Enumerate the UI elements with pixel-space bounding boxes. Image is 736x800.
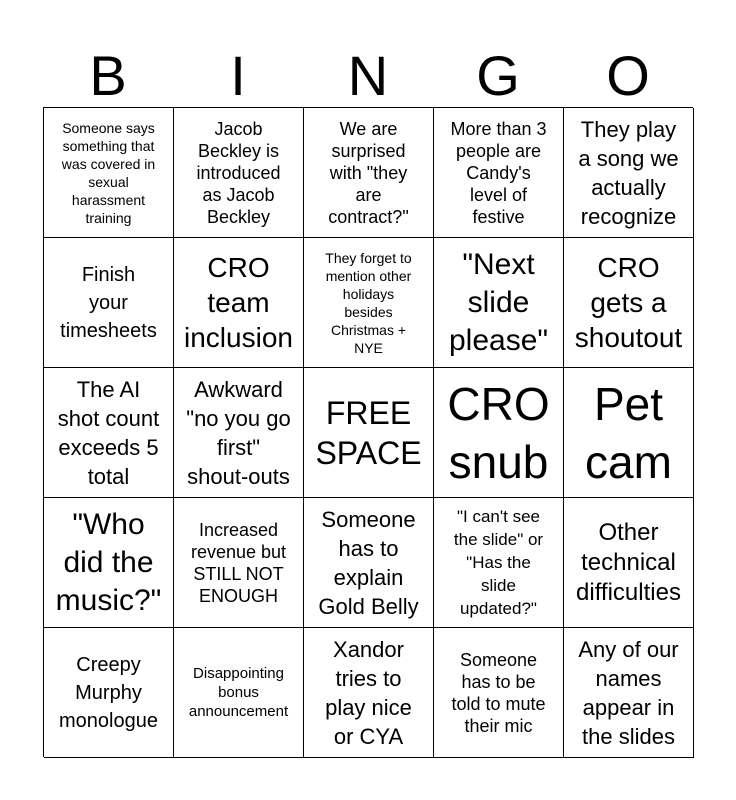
bingo-cell-r2-c2[interactable] bbox=[174, 238, 304, 368]
cell-text: "Next slide please" bbox=[448, 247, 549, 357]
bingo-cell-r3-c1[interactable] bbox=[44, 368, 174, 498]
cell-text: They forget to mention other holidays besides Christmas + NYE bbox=[325, 249, 412, 356]
bingo-cell-r1-c2[interactable] bbox=[174, 108, 304, 238]
cell-text: Disappointing bonus announcement bbox=[188, 665, 289, 720]
cell-text: Creepy Murphy monologue bbox=[59, 653, 158, 732]
bingo-cell-r2-c5[interactable] bbox=[564, 238, 694, 368]
header-letter-n: N bbox=[347, 44, 389, 107]
bingo-grid bbox=[43, 107, 693, 757]
bingo-header bbox=[43, 44, 693, 108]
bingo-cell-r4-c2[interactable] bbox=[174, 498, 304, 628]
bingo-cell-r3-c2[interactable] bbox=[174, 368, 304, 498]
cell-text: Someone has to explain Gold Belly bbox=[318, 506, 419, 619]
bingo-cell-r4-c5[interactable] bbox=[564, 498, 694, 628]
bingo-cell-r5-c3[interactable] bbox=[304, 628, 434, 758]
bingo-cell-r2-c4[interactable] bbox=[434, 238, 564, 368]
bingo-cell-r5-c5[interactable] bbox=[564, 628, 694, 758]
cell-text: Any of our names appear in the slides bbox=[578, 636, 679, 749]
bingo-cell-r3-c4[interactable] bbox=[434, 368, 564, 498]
bingo-cell-r5-c4[interactable] bbox=[434, 628, 564, 758]
cell-text: CRO gets a shoutout bbox=[574, 252, 683, 353]
cell-text: The AI shot count exceeds 5 total bbox=[57, 376, 160, 489]
header-letter-g: G bbox=[476, 44, 520, 107]
header-letter-o: O bbox=[606, 44, 650, 107]
bingo-cell-r4-c3[interactable] bbox=[304, 498, 434, 628]
bingo-cell-r1-c5[interactable] bbox=[564, 108, 694, 238]
cell-text: Someone has to be told to mute their mic bbox=[451, 649, 546, 736]
cell-text: Increased revenue but STILL NOT ENOUGH bbox=[190, 519, 287, 606]
cell-text: They play a song we actually recognize bbox=[578, 116, 679, 229]
bingo-cell-r5-c1[interactable] bbox=[44, 628, 174, 758]
cell-text: "Who did the music?" bbox=[55, 507, 162, 617]
bingo-cell-r2-c1[interactable] bbox=[44, 238, 174, 368]
cell-text: Xandor tries to play nice or CYA bbox=[325, 636, 412, 749]
cell-text: Pet cam bbox=[585, 377, 672, 488]
cell-text: Jacob Beckley is introduced as Jacob Beckley bbox=[196, 118, 281, 227]
bingo-cell-r5-c2[interactable] bbox=[174, 628, 304, 758]
header-letter-b: B bbox=[89, 44, 127, 107]
bingo-cell-r1-c4[interactable] bbox=[434, 108, 564, 238]
cell-text: "I can't see the slide" or "Has the slide updated?" bbox=[453, 507, 544, 618]
bingo-cell-r2-c3[interactable] bbox=[304, 238, 434, 368]
cell-text: More than 3 people are Candy's level of festive bbox=[450, 118, 547, 227]
cell-text: FREE SPACE bbox=[315, 394, 422, 471]
bingo-cell-r4-c1[interactable] bbox=[44, 498, 174, 628]
bingo-cell-r4-c4[interactable] bbox=[434, 498, 564, 628]
cell-text: CRO team inclusion bbox=[184, 252, 293, 353]
bingo-cell-r1-c1[interactable] bbox=[44, 108, 174, 238]
cell-text: Other technical difficulties bbox=[576, 518, 681, 606]
bingo-cell-r1-c3[interactable] bbox=[304, 108, 434, 238]
cell-text: CRO snub bbox=[447, 377, 550, 488]
bingo-cell-r3-c3[interactable] bbox=[304, 368, 434, 498]
cell-text: Someone says something that was covered in sexual harassment training bbox=[61, 119, 156, 226]
cell-text: Finish your timesheets bbox=[60, 263, 157, 342]
cell-text: Awkward "no you go first" shout-outs bbox=[186, 376, 291, 489]
bingo-cell-r3-c5[interactable] bbox=[564, 368, 694, 498]
header-letter-i: I bbox=[230, 44, 246, 107]
cell-text: We are surprised with "they are contract?" bbox=[328, 118, 409, 227]
